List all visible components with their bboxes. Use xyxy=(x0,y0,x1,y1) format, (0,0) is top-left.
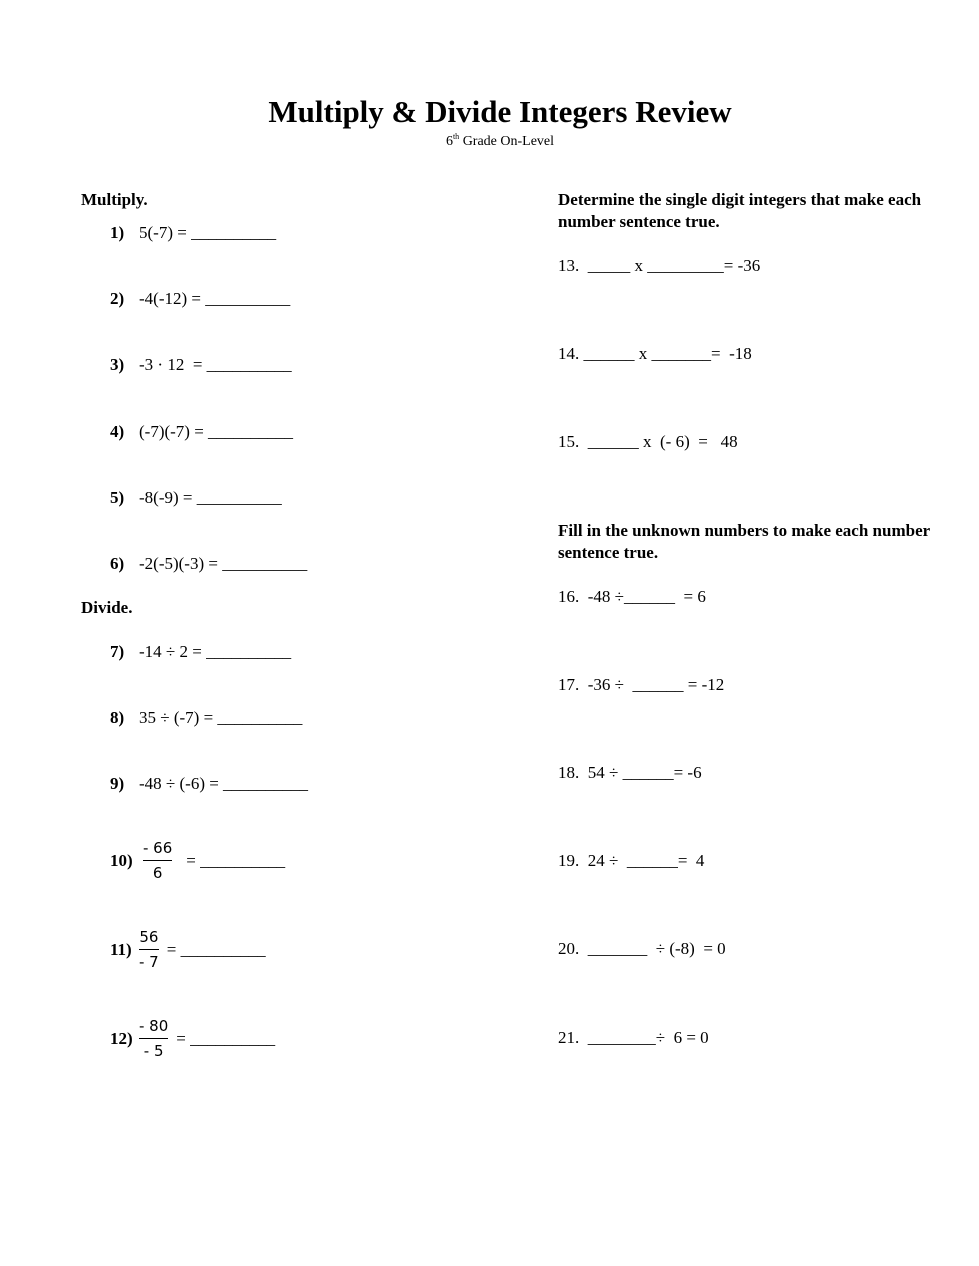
problem-text: 35 ÷ (-7) = __________ xyxy=(139,708,303,727)
denominator: - 5 xyxy=(143,1042,164,1060)
fill-in-heading: Fill in the unknown numbers to make each number sentence true. xyxy=(558,521,930,562)
problem-number: 8) xyxy=(110,708,125,727)
problem-number: 11) xyxy=(110,939,132,959)
problem-3 xyxy=(110,354,292,376)
fraction-bar xyxy=(143,860,172,861)
problem-9 xyxy=(110,773,308,795)
problem-20: 20. _______ ÷ (-8) = 0 xyxy=(558,939,726,958)
multiply-heading: Multiply. xyxy=(81,190,148,209)
problem-5 xyxy=(110,487,282,509)
problem-text: -4(-12) = __________ xyxy=(139,289,291,308)
problem-text: -3 · 12 = __________ xyxy=(139,355,292,374)
grade-number: 6 xyxy=(445,134,453,149)
problem-answer: = __________ xyxy=(176,1028,276,1048)
problem-18: 18. 54 ÷ ______= -6 xyxy=(558,763,702,782)
problem-number: 3) xyxy=(110,355,125,374)
problem-number: 10) xyxy=(110,850,133,870)
problem-text: -2(-5)(-3) = __________ xyxy=(139,554,308,573)
fraction xyxy=(139,1016,168,1061)
problem-text: 5(-7) = __________ xyxy=(139,223,277,242)
problem-15: 15. ______ x (- 6) = 48 xyxy=(558,432,738,451)
problem-number: 2) xyxy=(110,289,125,308)
problem-number: 4) xyxy=(110,422,125,441)
problem-13: 13. _____ x _________= -36 xyxy=(558,256,761,275)
problem-11 xyxy=(110,927,266,972)
numerator: - 66 xyxy=(143,839,173,857)
problem-text: (-7)(-7) = __________ xyxy=(139,422,294,441)
problem-6 xyxy=(110,553,307,575)
problem-number: 9) xyxy=(110,774,125,793)
problem-text: -48 ÷ (-6) = __________ xyxy=(139,774,309,793)
fraction xyxy=(143,838,172,883)
problem-17: 17. -36 ÷ ______ = -12 xyxy=(558,675,725,694)
problem-number: 12) xyxy=(110,1028,133,1048)
denominator: - 7 xyxy=(139,953,159,971)
problem-2 xyxy=(110,288,290,310)
problem-21: 21. ________÷ 6 = 0 xyxy=(558,1028,709,1047)
problem-10 xyxy=(110,838,285,883)
problem-16: 16. -48 ÷______ = 6 xyxy=(558,587,706,606)
problem-14: 14. ______ x _______= -18 xyxy=(558,344,752,363)
problem-answer: = __________ xyxy=(166,939,266,959)
problem-text: -8(-9) = __________ xyxy=(139,488,282,507)
problem-19: 19. 24 ÷ ______= 4 xyxy=(558,851,705,870)
grade-label: Grade On-Level xyxy=(459,134,555,149)
problem-number: 5) xyxy=(110,488,125,507)
problem-text: -14 ÷ 2 = __________ xyxy=(139,642,292,661)
numerator: - 80 xyxy=(139,1017,169,1035)
numerator: 56 xyxy=(139,928,159,946)
page-subtitle xyxy=(0,132,979,150)
determine-heading: Determine the single digit integers that make each number sentence true. xyxy=(558,190,922,231)
problem-number: 1) xyxy=(110,223,125,242)
denominator: 6 xyxy=(152,864,163,882)
fraction xyxy=(139,927,159,972)
page-title: Multiply & Divide Integers Review xyxy=(268,94,732,129)
problem-answer: = __________ xyxy=(186,850,286,870)
problem-8 xyxy=(110,707,302,729)
divide-heading: Divide. xyxy=(81,598,133,617)
grade-suffix: th xyxy=(452,132,460,141)
problem-4 xyxy=(110,421,293,443)
problem-number: 7) xyxy=(110,642,125,661)
problem-7 xyxy=(110,641,291,663)
problem-1 xyxy=(110,222,276,244)
problem-12 xyxy=(110,1016,275,1061)
fraction-bar xyxy=(139,1038,168,1039)
problem-number: 6) xyxy=(110,554,125,573)
fraction-bar xyxy=(139,949,159,950)
